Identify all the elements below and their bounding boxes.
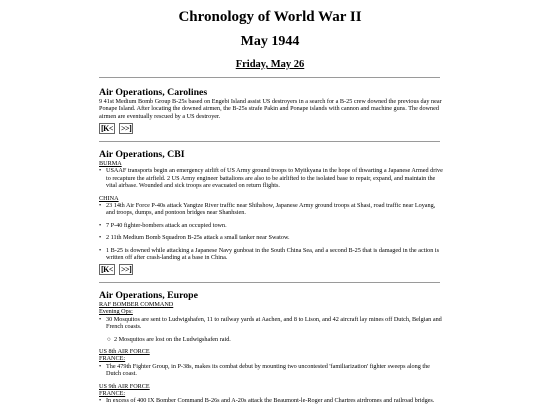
list-item: • 23 14th Air Force P-40s attack Yangtze River traffic near Shihshow, Japanese Army ground troops at Shasi, road traffic near Loyang, and troops, dumps, and pontoon bridges near Shanhsien. (99, 202, 436, 217)
command-label-8th: US 8th AIR FORCE (99, 348, 150, 356)
divider (99, 141, 440, 142)
section-heading: Air Operations, Europe (99, 290, 198, 301)
list-item: • The 479th Fighter Group, in P-38s, makes its combat debut by mounting two uncontested 'familiarization' fighter sweeps along the Dutch coast. (99, 362, 430, 378)
prev-button[interactable]: [K< (101, 265, 113, 275)
sub-list-item: ○ 2 Mosquitos are lost on the Ludwigshafen raid. (107, 335, 231, 343)
section-cbi (99, 149, 444, 275)
divider (99, 77, 440, 78)
region-label-burma: BURMA (99, 160, 122, 167)
region-label-france: FRANCE: (99, 390, 126, 398)
region-label-china: CHINA (99, 194, 119, 202)
list-item: • 1 B-25 is downed while attacking a Japanese Navy gunboat in the South China Sea, and a second B-25 that is damaged in the action is written off after crash-landing at a base in China. (99, 246, 440, 262)
prev-button[interactable]: [K< (101, 124, 113, 134)
nav-row (99, 264, 444, 275)
page-month: May 1944 (240, 34, 300, 49)
section-text: 9 41st Medium Bomb Group B-25s based on Engebi Island assist US destroyers in a search for a B-25 crew downed the previous day near Ponape Island. After locating the downed airmen, the B-25s strafe Pakin and Ponape islands with cannon and machine guns. The downed airmen are eventually rescued by a US destroyer. (99, 98, 442, 120)
next-button[interactable]: >>] (120, 265, 132, 275)
ops-label-evening: Evening Ops: (99, 308, 133, 316)
section-europe (99, 290, 444, 405)
divider (99, 282, 440, 283)
list-item: • 30 Mosquitos are sent to Ludwigshafen, 11 to railway yards at Aachen, and 8 to Lison, and 42 aircraft lay mines off Dutch, Belgian and French coasts. (99, 315, 442, 331)
section-heading: Air Operations, CBI (99, 149, 185, 160)
command-label-raf: RAF BOMBER COMMAND (99, 301, 174, 308)
section-heading: Air Operations, Carolines (99, 87, 208, 98)
next-button[interactable]: >>] (120, 124, 132, 134)
section-carolines (99, 87, 444, 134)
list-item: • In excess of 400 IX Bomber Command B-26s and A-20s attack the Beaumont-le-Roger and Chartres airdromes and railroad bridges. (99, 397, 435, 405)
page-date[interactable]: Friday, May 26 (235, 59, 305, 70)
list-item: • 7 P-40 fighter-bombers attack an occupied town. (99, 221, 227, 229)
region-label-france: FRANCE: (99, 355, 126, 363)
command-label-9th: US 9th AIR FORCE (99, 382, 150, 390)
page-title: Chronology of World War II (178, 9, 362, 25)
list-item: • USAAF transports begin an emergency airlift of US Army ground troops to Myitkyana in the hope of thwarting a Japanese Armed drive to recapture the airfield. 2 US Army engineer battalions are also to be airlifted to the isolated base to repair, expand, and maintain the vital airbase. Wounded and sick troops are evacuated on return flights. (99, 167, 443, 190)
nav-row (99, 123, 444, 134)
list-item: • 2 11th Medium Bomb Squadron B-25s attack a small tanker near Swatow. (99, 234, 290, 242)
